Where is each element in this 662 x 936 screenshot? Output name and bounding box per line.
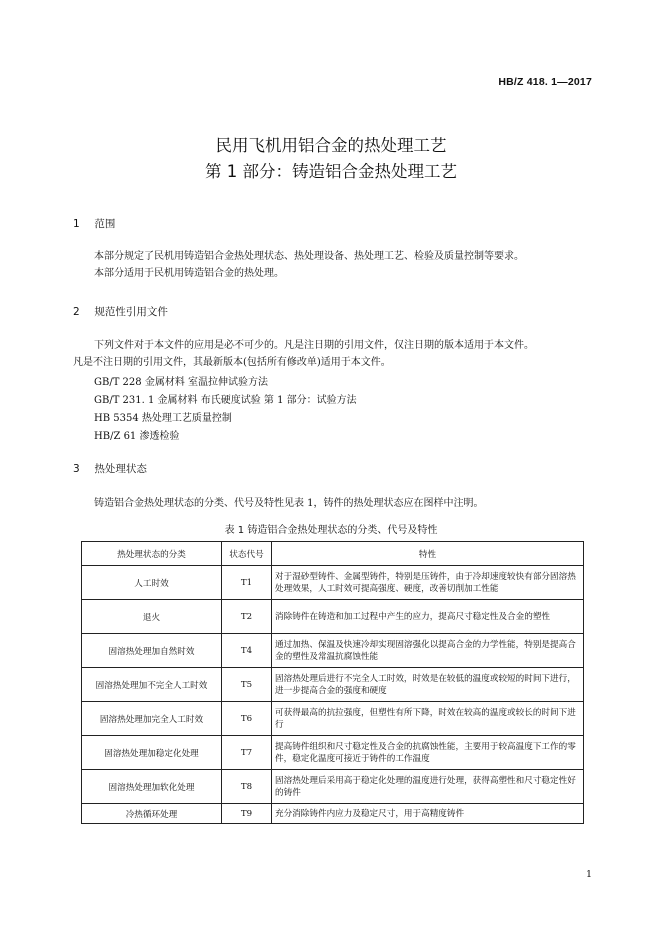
- paragraph: 本部分规定了民机用铸造铝合金热处理状态、热处理设备、热处理工艺、检验及质量控制等要求。: [94, 251, 524, 262]
- category-cell: 固溶热处理加完全人工时效: [82, 702, 222, 736]
- section-title: 范围: [94, 218, 116, 230]
- description-cell: 通过加热、保温及快速冷却实现固溶强化以提高合金的力学性能，特别是提高合金的塑性及常温抗腐蚀性能: [272, 634, 584, 668]
- table-header-row: [82, 542, 584, 566]
- section-1-heading: [73, 216, 115, 231]
- table-row: [82, 634, 584, 668]
- table-row: [82, 804, 584, 824]
- code-cell: T9: [222, 804, 272, 824]
- section-3-heading: [73, 461, 147, 476]
- code-cell: T8: [222, 770, 272, 804]
- description-cell: 可获得最高的抗拉强度，但塑性有所下降，时效在较高的温度或较长的时间下进行: [272, 702, 584, 736]
- code-cell: T7: [222, 736, 272, 770]
- code-cell: T2: [222, 600, 272, 634]
- table-row: [82, 600, 584, 634]
- category-cell: 冷热循环处理: [82, 804, 222, 824]
- category-cell: 固溶热处理加不完全人工时效: [82, 668, 222, 702]
- paragraph-continuation: 凡是不注日期的引用文件，其最新版本(包括所有修改单)适用于本文件。: [73, 357, 391, 368]
- table-row: [82, 736, 584, 770]
- section-2-heading: [73, 304, 168, 319]
- reference-item: GB/T 228 金属材料 室温拉伸试验方法: [94, 377, 268, 388]
- reference-item: HB 5354 热处理工艺质量控制: [94, 413, 232, 424]
- category-cell: 固溶热处理加稳定化处理: [82, 736, 222, 770]
- section-number: 3: [73, 463, 80, 475]
- table-row: [82, 566, 584, 600]
- code-cell: T4: [222, 634, 272, 668]
- description-cell: 充分消除铸件内应力及稳定尺寸，用于高精度铸件: [272, 804, 584, 824]
- table-row: [82, 702, 584, 736]
- column-header: 特性: [272, 542, 584, 566]
- column-header: 热处理状态的分类: [82, 542, 222, 566]
- table-row: [82, 770, 584, 804]
- description-cell: 固溶热处理后进行不完全人工时效，时效是在较低的温度或较短的时间下进行，进一步提高合金的强度和硬度: [272, 668, 584, 702]
- code-cell: T5: [222, 668, 272, 702]
- category-cell: 退火: [82, 600, 222, 634]
- standard-code: HB/Z 418. 1—2017: [498, 76, 592, 88]
- description-cell: 对于湿砂型铸件、金属型铸件，特别是压铸件，由于冷却速度较快有部分固溶热处理效果，人工时效可提高强度、硬度，改善切削加工性能: [272, 566, 584, 600]
- column-header: 状态代号: [222, 542, 272, 566]
- description-cell: 消除铸件在铸造和加工过程中产生的应力，提高尺寸稳定性及合金的塑性: [272, 600, 584, 634]
- section-title: 热处理状态: [94, 463, 147, 475]
- section-number: 1: [73, 218, 80, 230]
- paragraph: 本部分适用于民机用铸造铝合金的热处理。: [94, 268, 284, 279]
- reference-item: GB/T 231. 1 金属材料 布氏硬度试验 第 1 部分：试验方法: [94, 395, 357, 406]
- section-title: 规范性引用文件: [94, 306, 168, 318]
- code-cell: T6: [222, 702, 272, 736]
- description-cell: 提高铸件组织和尺寸稳定性及合金的抗腐蚀性能，主要用于较高温度下工作的零件，稳定化温度可接近于铸件的工作温度: [272, 736, 584, 770]
- heat-treatment-table: [81, 541, 584, 824]
- code-cell: T1: [222, 566, 272, 600]
- paragraph: 铸造铝合金热处理状态的分类、代号及特性见表 1，铸件的热处理状态应在图样中注明。: [94, 498, 484, 509]
- table-row: [82, 668, 584, 702]
- description-cell: 固溶热处理后采用高于稳定化处理的温度进行处理，获得高塑性和尺寸稳定性好的铸件: [272, 770, 584, 804]
- document-title: 民用飞机用铝合金的热处理工艺: [215, 136, 447, 155]
- paragraph: 下列文件对于本文件的应用是必不可少的。凡是注日期的引用文件，仅注日期的版本适用于本文件。: [94, 340, 534, 351]
- table-caption: 表 1 铸造铝合金热处理状态的分类、代号及特性: [224, 525, 438, 536]
- document-subtitle: 第 1 部分：铸造铝合金热处理工艺: [205, 162, 457, 181]
- section-number: 2: [73, 306, 80, 318]
- reference-item: HB/Z 61 渗透检验: [94, 431, 180, 442]
- page-number: 1: [585, 869, 592, 880]
- category-cell: 人工时效: [82, 566, 222, 600]
- category-cell: 固溶热处理加软化处理: [82, 770, 222, 804]
- category-cell: 固溶热处理加自然时效: [82, 634, 222, 668]
